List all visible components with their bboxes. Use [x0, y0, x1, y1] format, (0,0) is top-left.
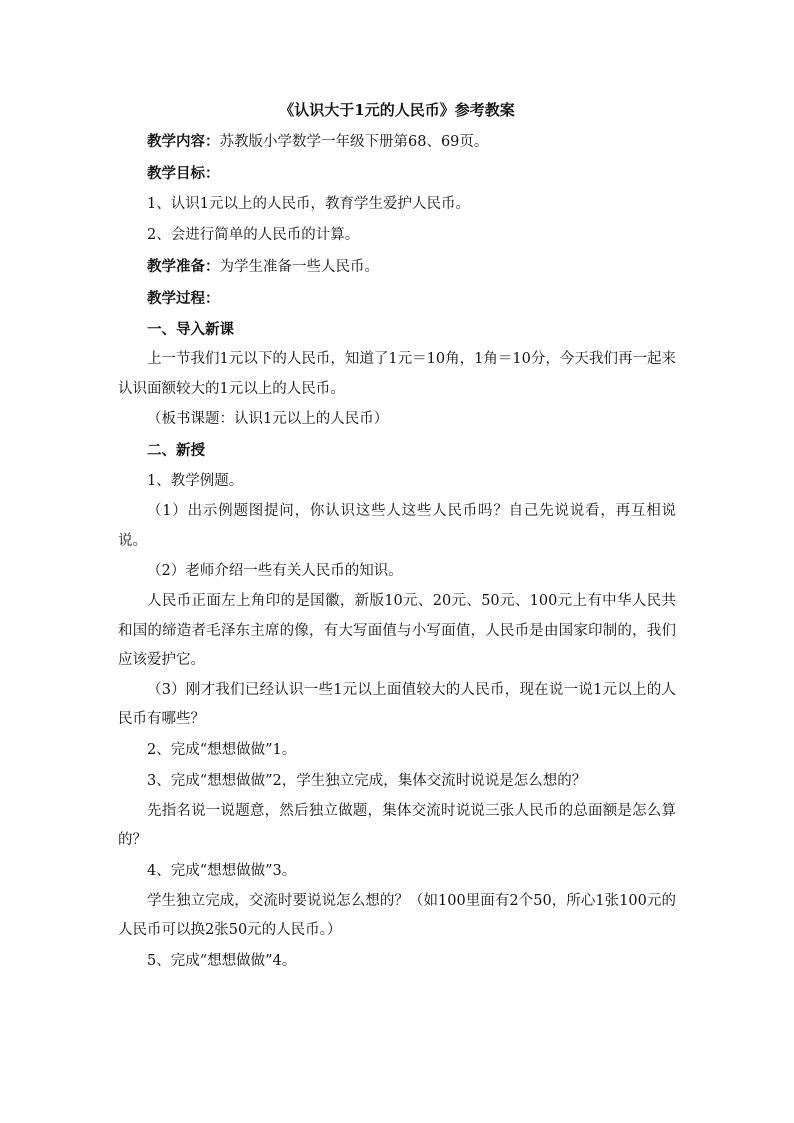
section2-p7: 3、完成“想想做做”2，学生独立完成，集体交流时说说是怎么想的？ [147, 772, 587, 789]
content-line [118, 126, 676, 158]
goal-item-1: 1、认识1元以上的人民币，教育学生爱护人民币。 [147, 196, 470, 212]
process-label: 教学过程： [147, 290, 220, 307]
section1-heading: 一、导入新课 [147, 321, 234, 338]
prep-label: 教学准备： [147, 258, 220, 275]
section2-p6: 2、完成“想想做做”1。 [147, 741, 297, 758]
section2-p10: 学生独立完成，交流时要说说怎么想的？（如100里面有2个50，所心1张100元的人民币可以换2张50元的人民币。） [118, 892, 676, 938]
section2-p3: （2）老师介绍一些有关人民币的知识。 [147, 563, 403, 579]
section2-p2: （1）出示例题图提问，你认识这些人这些人民币吗？自己先说说看，再互相说说。 [118, 503, 676, 549]
section2-heading: 二、新授 [147, 442, 205, 459]
goals-label: 教学目标： [147, 165, 220, 182]
section2-p5: （3）刚才我们已经认识一些1元以上面值较大的人民币，现在说一说1元以上的人民币有哪些？ [118, 681, 676, 727]
section2-p8: 先指名说一说题意，然后独立做题，集体交流时说说三张人民币的总面额是怎么算的？ [118, 802, 676, 848]
section1-para1: 上一节我们1元以下的人民币，知道了1元＝10角，1角＝10分，今天我们再一起来认识面额较大的1元以上的人民币。 [118, 351, 676, 397]
prep-line [118, 251, 676, 283]
prep-text: 为学生准备一些人民币。 [219, 259, 379, 275]
content-text: 苏教版小学数学一年级下册第68、69页。 [219, 134, 489, 150]
section2-p4: 人民币正面左上角印的是国徽，新版10元、20元、50元、100元上有中华人民共和国的缔造者毛泽东主席的像，有大写面值与小写面值，人民币是由国家印制的，我们应该爱护它。 [118, 593, 676, 668]
document-page [118, 95, 676, 977]
page-title: 《认识大于1元的人民币》参考教案 [279, 101, 515, 119]
content-label: 教学内容： [147, 133, 220, 150]
section2-p1: 1、教学例题。 [147, 473, 244, 489]
section2-p11: 5、完成“想想做做”4。 [147, 952, 297, 969]
goal-item-2: 2、会进行简单的人民币的计算。 [147, 227, 360, 243]
section1-para2: （板书课题：认识1元以上的人民币） [147, 411, 389, 427]
section2-p9: 4、完成“想想做做”3。 [147, 862, 297, 879]
